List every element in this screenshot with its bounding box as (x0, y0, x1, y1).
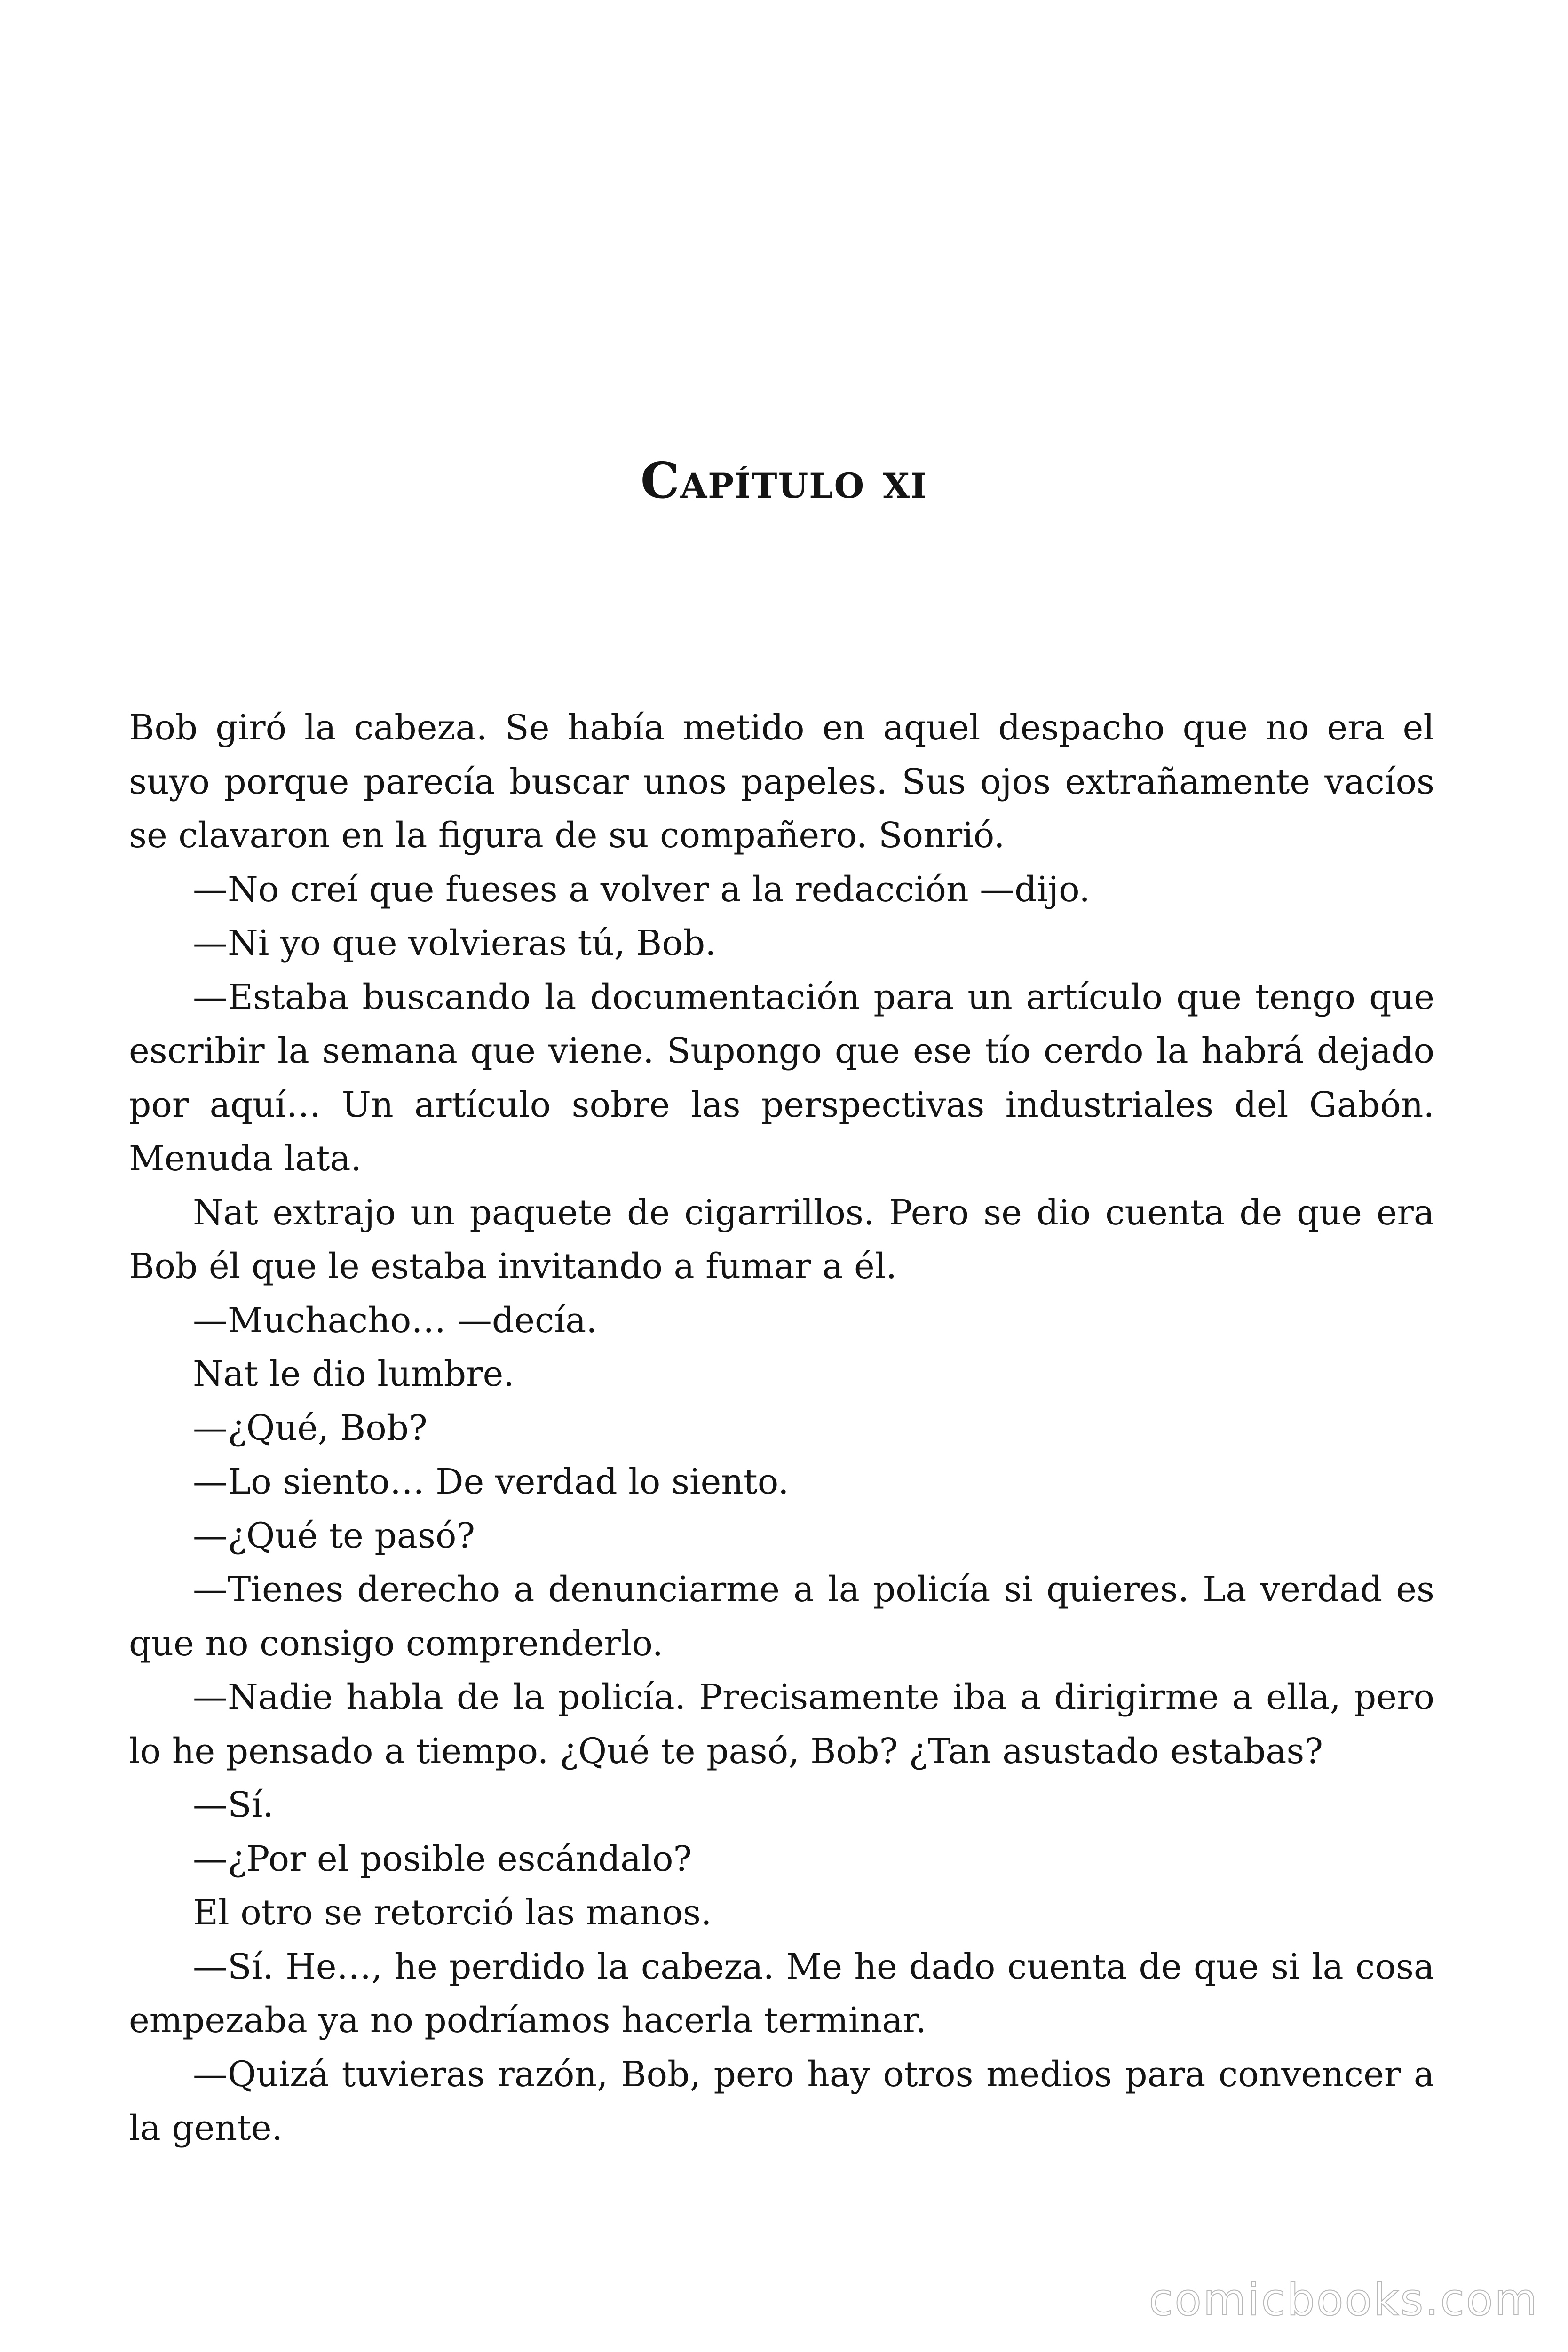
paragraph: —Lo siento… De verdad lo siento. (193, 1462, 789, 1502)
paragraph: —Ni yo que volvieras tú, Bob. (193, 923, 716, 963)
paragraph: —Tienes derecho a denunciarme a la policía si quieres. La verdad es que no consigo comprenderlo. (129, 1569, 1434, 1664)
paragraph: —¿Qué, Bob? (193, 1407, 428, 1448)
paragraph: —Sí. (193, 1785, 274, 1825)
paragraph: —No creí que fueses a volver a la redacción —dijo. (193, 869, 1090, 910)
paragraph: —Nadie habla de la policía. Precisamente iba a dirigirme a ella, pero lo he pensado a tiempo. ¿Qué te pasó, Bob? ¿Tan asustado estabas? (129, 1677, 1434, 1772)
paragraph: —Quizá tuvieras razón, Bob, pero hay otros medios para convencer a la gente. (129, 2054, 1434, 2148)
chapter-body (129, 701, 1434, 2155)
chapter-title: Capítulo xi (640, 452, 928, 509)
paragraph: —Sí. He…, he perdido la cabeza. Me he dado cuenta de que si la cosa empezaba ya no podríamos hacerla terminar. (129, 1946, 1434, 2041)
paragraph: —¿Qué te pasó? (193, 1515, 475, 1556)
paragraph: —Muchacho… —decía. (193, 1300, 597, 1341)
watermark-text: comicbooks.com (1148, 2274, 1539, 2326)
paragraph: Bob giró la cabeza. Se había metido en aquel despacho que no era el suyo porque parecía buscar unos papeles. Sus ojos extrañamente vacíos se clavaron en la figura de su compañero. Sonrió. (129, 707, 1434, 856)
paragraph: El otro se retorció las manos. (193, 1892, 712, 1933)
paragraph: Nat le dio lumbre. (193, 1354, 515, 1394)
paragraph: Nat extrajo un paquete de cigarrillos. Pero se dio cuenta de que era Bob él que le estaba invitando a fumar a él. (129, 1192, 1434, 1287)
paragraph: —¿Por el posible escándalo? (193, 1838, 692, 1879)
paragraph: —Estaba buscando la documentación para un artículo que tengo que escribir la semana que viene. Supongo que ese tío cerdo la habrá dejado por aquí… Un artículo sobre las perspectivas industriales del Gabón. Menuda lata. (129, 977, 1434, 1179)
